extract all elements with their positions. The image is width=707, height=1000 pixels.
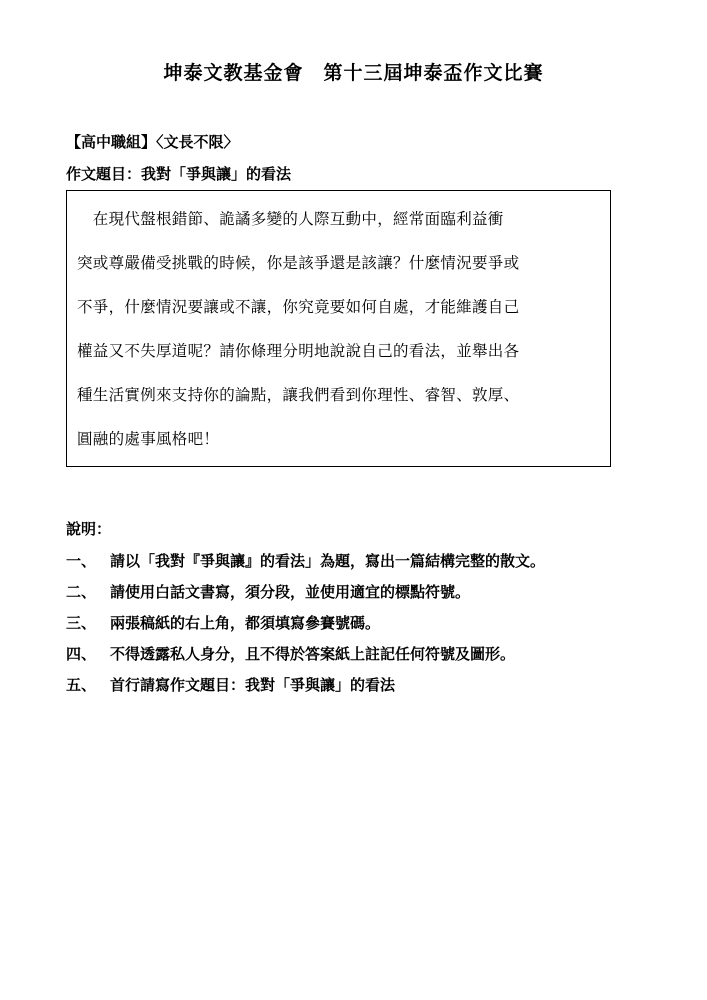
prompt-line: 種生活實例來支持你的論點，讓我們看到你理性、睿智、敦厚、	[77, 386, 520, 404]
prompt-line: 權益又不失厚道呢？請你條理分明地說說自己的看法，並舉出各	[77, 342, 520, 360]
essay-topic: 作文題目：我對「爭與讓」的看法	[66, 165, 292, 183]
group-label: 【高中職組】〈文長不限〉	[66, 133, 239, 151]
note-text: 請以「我對『爭與讓』的看法」為題，寫出一篇結構完整的散文。	[110, 552, 546, 570]
prompt-line: 在現代盤根錯節、詭譎多變的人際互動中，經常面臨利益衝	[77, 210, 504, 228]
prompt-line: 圓融的處事風格吧！	[77, 430, 220, 448]
note-number: 五、	[66, 676, 97, 694]
note-number: 四、	[66, 645, 97, 663]
note-number: 一、	[66, 552, 97, 570]
note-number: 二、	[66, 583, 97, 601]
document-title: 坤泰文教基金會 第十三屆坤泰盃作文比賽	[163, 62, 544, 84]
note-text: 首行請寫作文題目：我對「爭與讓」的看法	[110, 676, 396, 694]
note-text: 兩張稿紙的右上角，都須填寫參賽號碼。	[110, 614, 381, 632]
note-item	[66, 612, 380, 633]
note-item	[66, 550, 545, 571]
prompt-line: 不爭，什麼情況要讓或不讓，你究竟要如何自處，才能維護自己	[77, 298, 520, 316]
notes-heading: 說明：	[66, 520, 112, 538]
note-number: 三、	[66, 614, 97, 632]
prompt-box	[66, 190, 611, 467]
prompt-line: 突或尊嚴備受挑戰的時候，你是該爭還是該讓？什麼情況要爭或	[77, 254, 520, 272]
note-item	[66, 643, 515, 664]
note-item	[66, 581, 470, 602]
note-text: 請使用白話文書寫，須分段，並使用適宜的標點符號。	[110, 583, 471, 601]
note-item	[66, 674, 395, 695]
note-text: 不得透露私人身分，且不得於答案紙上註記任何符號及圖形。	[110, 645, 516, 663]
